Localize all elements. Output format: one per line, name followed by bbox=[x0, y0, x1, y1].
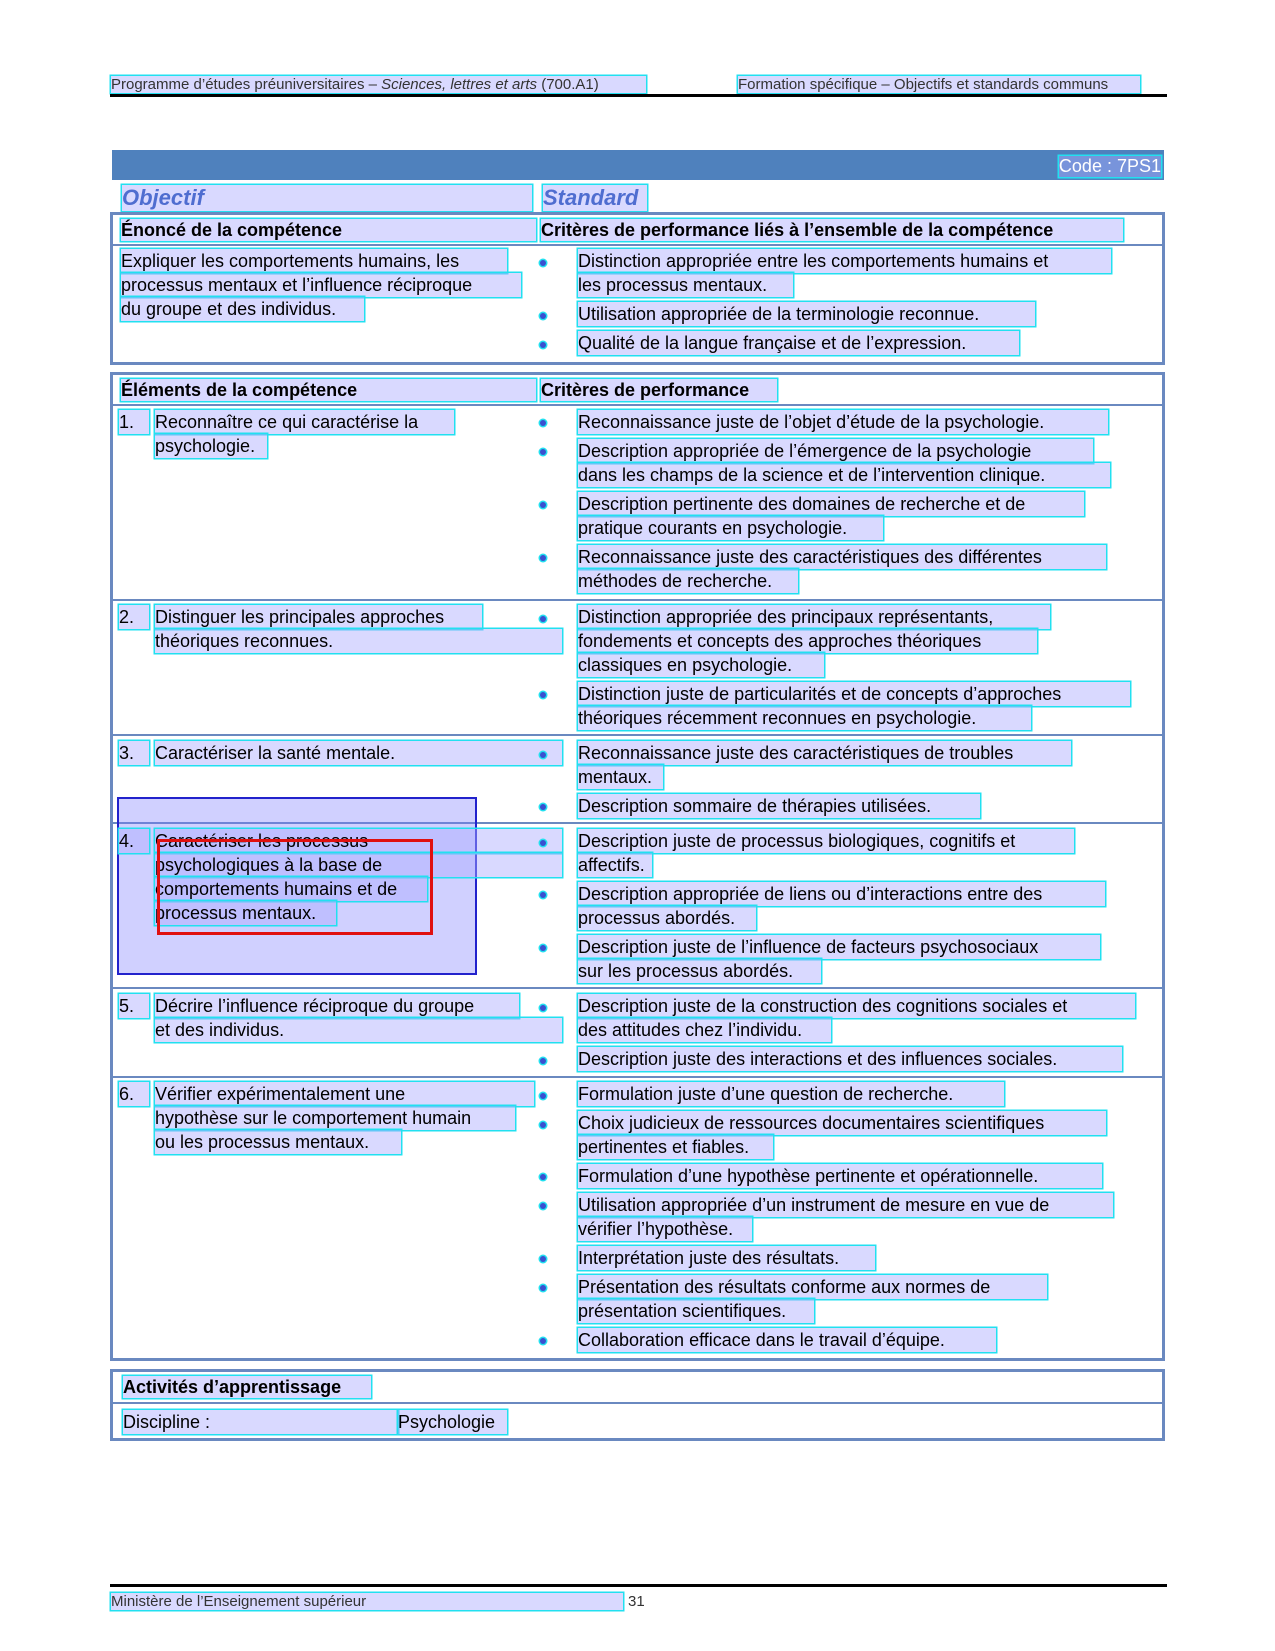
bullet-icon bbox=[540, 342, 546, 348]
focus-highlight[interactable] bbox=[157, 839, 433, 935]
criterion-line: Description sommaire de thérapies utilisées. bbox=[578, 794, 980, 818]
criterion-line: théoriques récemment reconnues en psychologie. bbox=[578, 706, 1031, 730]
bullet-icon bbox=[540, 1338, 546, 1344]
criterion-line: méthodes de recherche. bbox=[578, 569, 798, 593]
criterion-line: dans les champs de la science et de l’intervention clinique. bbox=[578, 463, 1110, 487]
criterion-line: Utilisation appropriée d’un instrument de mesure en vue de bbox=[578, 1193, 1113, 1217]
criterion-line: Choix judicieux de ressources documentaires scientifiques bbox=[578, 1111, 1106, 1135]
criterion-line: Collaboration efficace dans le travail d’équipe. bbox=[578, 1328, 996, 1352]
criterion-line: des attitudes chez l’individu. bbox=[578, 1018, 831, 1042]
criterion-line: Description juste de l’influence de facteurs psychosociaux bbox=[578, 935, 1100, 959]
element-line: et des individus. bbox=[155, 1018, 562, 1042]
bullet-icon bbox=[540, 420, 546, 426]
bullet-icon bbox=[540, 945, 546, 951]
criterion-line: fondements et concepts des approches théoriques bbox=[578, 629, 1037, 653]
bullet-icon bbox=[540, 1285, 546, 1291]
criterion-line: pratique courants en psychologie. bbox=[578, 516, 883, 540]
element-line: Distinguer les principales approches bbox=[155, 605, 482, 629]
bullet-icon bbox=[540, 1122, 546, 1128]
bullet-icon bbox=[540, 1093, 546, 1099]
criterion-line: Qualité de la langue française et de l’expression. bbox=[578, 331, 1019, 355]
row-rule bbox=[112, 734, 1163, 736]
element-number: 3. bbox=[119, 741, 149, 765]
row-rule bbox=[112, 987, 1163, 989]
objectif-label: Objectif bbox=[122, 185, 532, 211]
element-line: théoriques reconnues. bbox=[155, 629, 562, 653]
bullet-icon bbox=[540, 1256, 546, 1262]
bullet-icon bbox=[540, 1174, 546, 1180]
enonce-line: processus mentaux et l’influence réciproque bbox=[121, 273, 521, 297]
criterion-line: Description appropriée de liens ou d’interactions entre des bbox=[578, 882, 1105, 906]
criterion-line: vérifier l’hypothèse. bbox=[578, 1217, 752, 1241]
elements-criteria-heading: Critères de performance bbox=[541, 379, 777, 401]
element-number: 6. bbox=[119, 1082, 149, 1106]
code-bar bbox=[112, 150, 1164, 180]
criterion-line: Description juste de la construction des cognitions sociales et bbox=[578, 994, 1135, 1018]
elements-header-rule bbox=[112, 404, 1163, 406]
criterion-line: Interprétation juste des résultats. bbox=[578, 1246, 875, 1270]
standard-label: Standard bbox=[543, 185, 647, 211]
bullet-icon bbox=[540, 313, 546, 319]
running-header-right: Formation spécifique – Objectifs et standards communs bbox=[738, 76, 1140, 93]
element-line: Caractériser les processus bbox=[155, 829, 562, 853]
criterion-line: pertinentes et fiables. bbox=[578, 1135, 773, 1159]
criterion-line: sur les processus abordés. bbox=[578, 959, 821, 983]
enonce-line: Expliquer les comportements humains, les bbox=[121, 249, 507, 273]
criterion-line: Description pertinente des domaines de recherche et de bbox=[578, 492, 1084, 516]
header-italic: Sciences, lettres et arts bbox=[381, 76, 538, 93]
element-number: 5. bbox=[119, 994, 149, 1018]
bullet-icon bbox=[540, 892, 546, 898]
element-line: Décrire l’influence réciproque du groupe bbox=[155, 994, 519, 1018]
page-number: 31 bbox=[628, 1593, 645, 1610]
elements-heading: Éléments de la compétence bbox=[121, 379, 536, 401]
element-line: psychologie. bbox=[155, 434, 267, 458]
bullet-icon bbox=[540, 1203, 546, 1209]
footer-left: Ministère de l’Enseignement supérieur bbox=[111, 1593, 623, 1610]
criterion-line: Description juste des interactions et des influences sociales. bbox=[578, 1047, 1122, 1071]
activites-heading: Activités d’apprentissage bbox=[123, 1376, 371, 1398]
criterion-line: Reconnaissance juste des caractéristiques de troubles bbox=[578, 741, 1071, 765]
element-line: Reconnaître ce qui caractérise la bbox=[155, 410, 454, 434]
element-number: 4. bbox=[119, 829, 149, 853]
enonce-header-rule bbox=[112, 244, 1163, 246]
discipline-label: Discipline : bbox=[123, 1410, 398, 1434]
criterion-line: Description juste de processus biologiques, cognitifs et bbox=[578, 829, 1074, 853]
criterion-line: Distinction appropriée des principaux représentants, bbox=[578, 605, 1050, 629]
criterion-line: affectifs. bbox=[578, 853, 652, 877]
element-number: 1. bbox=[119, 410, 149, 434]
criterion-line: Description appropriée de l’émergence de la psychologie bbox=[578, 439, 1093, 463]
bullet-icon bbox=[540, 840, 546, 846]
bullet-icon bbox=[540, 752, 546, 758]
discipline-value: Psychologie bbox=[398, 1410, 507, 1434]
element-line: Caractériser la santé mentale. bbox=[155, 741, 562, 765]
header-rule bbox=[110, 94, 1167, 97]
competence-code: Code : 7PS1 bbox=[1058, 156, 1161, 176]
bullet-icon bbox=[540, 555, 546, 561]
criterion-line: processus abordés. bbox=[578, 906, 756, 930]
criterion-line: mentaux. bbox=[578, 765, 663, 789]
element-line: comportements humains et de bbox=[155, 877, 427, 901]
bullet-icon bbox=[540, 449, 546, 455]
element-line: hypothèse sur le comportement humain bbox=[155, 1106, 515, 1130]
criterion-line: Reconnaissance juste des caractéristiques des différentes bbox=[578, 545, 1106, 569]
running-header-left bbox=[111, 76, 646, 93]
row-rule bbox=[112, 1076, 1163, 1078]
criterion-line: Utilisation appropriée de la terminologie reconnue. bbox=[578, 302, 1035, 326]
bullet-icon bbox=[540, 692, 546, 698]
criterion-line: Distinction appropriée entre les comportements humains et bbox=[578, 249, 1111, 273]
bullet-icon bbox=[540, 502, 546, 508]
bullet-icon bbox=[540, 616, 546, 622]
criterion-line: classiques en psychologie. bbox=[578, 653, 824, 677]
enonce-line: du groupe et des individus. bbox=[121, 297, 364, 321]
criterion-line: présentation scientifiques. bbox=[578, 1299, 814, 1323]
bullet-icon bbox=[540, 260, 546, 266]
criterion-line: Reconnaissance juste de l’objet d’étude de la psychologie. bbox=[578, 410, 1108, 434]
criterion-line: Présentation des résultats conforme aux normes de bbox=[578, 1275, 1047, 1299]
bullet-icon bbox=[540, 1005, 546, 1011]
footer-rule bbox=[110, 1584, 1167, 1587]
header-suffix: (700.A1) bbox=[537, 76, 599, 93]
bullet-icon bbox=[540, 804, 546, 810]
criterion-line: Formulation d’une hypothèse pertinente et opérationnelle. bbox=[578, 1164, 1102, 1188]
enonce-criteria-heading: Critères de performance liés à l’ensemble de la compétence bbox=[541, 219, 1123, 241]
bullet-icon bbox=[540, 1058, 546, 1064]
activites-header-rule bbox=[112, 1402, 1163, 1404]
element-line: psychologiques à la base de bbox=[155, 853, 562, 877]
element-line: Vérifier expérimentalement une bbox=[155, 1082, 534, 1106]
element-line: ou les processus mentaux. bbox=[155, 1130, 401, 1154]
criterion-line: les processus mentaux. bbox=[578, 273, 793, 297]
element-line: processus mentaux. bbox=[155, 901, 336, 925]
element-number: 2. bbox=[119, 605, 149, 629]
enonce-heading: Énoncé de la compétence bbox=[121, 219, 536, 241]
criterion-line: Formulation juste d’une question de recherche. bbox=[578, 1082, 1004, 1106]
criterion-line: Distinction juste de particularités et de concepts d’approches bbox=[578, 682, 1130, 706]
header-prefix: Programme d’études préuniversitaires – bbox=[111, 76, 382, 93]
row-rule bbox=[112, 599, 1163, 601]
